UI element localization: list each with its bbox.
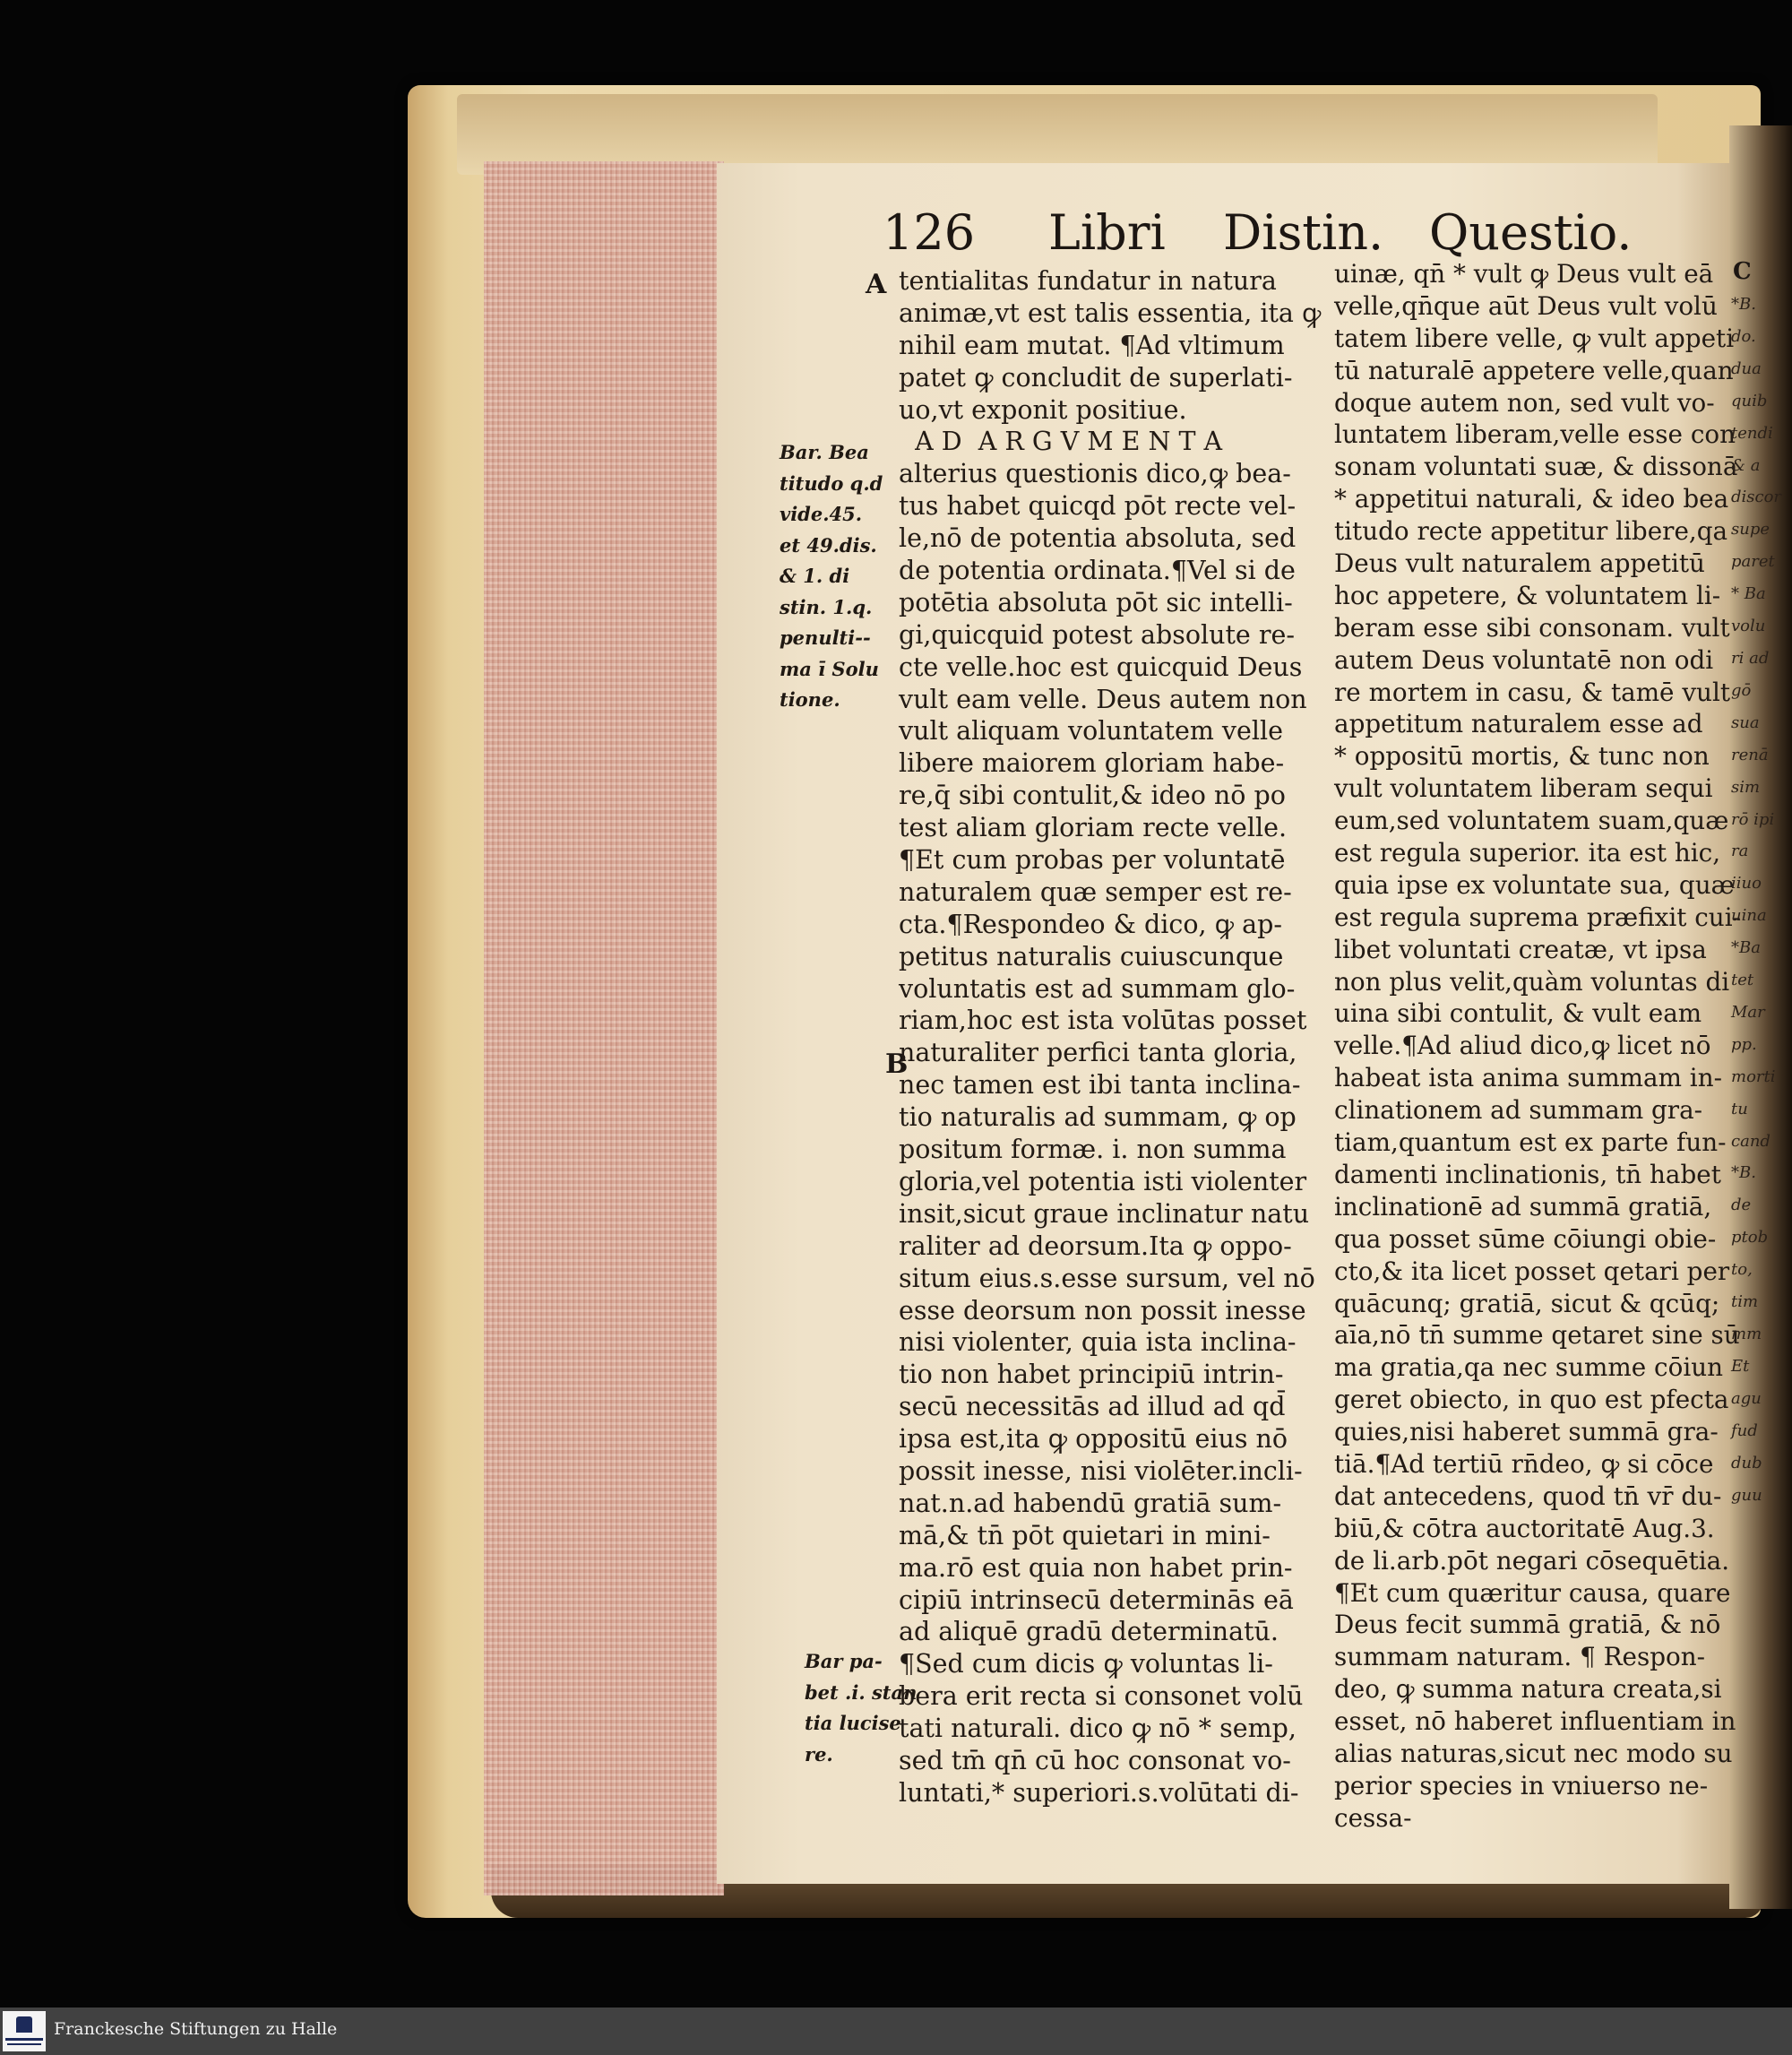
text-line: secū necessitās ad illud ad qd̄ [899,1392,1286,1422]
text-line: tentialitas fundatur in natura [899,266,1277,296]
margin-fragment: volu [1731,617,1766,636]
text-line: luntatem liberam,velle esse con [1334,419,1736,450]
text-line: petitus naturalis cuiuscunque [899,941,1284,971]
text-line: uina sibi contulit, & vult eam [1334,998,1702,1029]
right-margin-fragments [1731,289,1781,1511]
margin-fragment: *B. [1731,295,1756,314]
text-line: naturaliter perfici tanta gloria, [899,1038,1297,1068]
text-line: perior species in vniuerso ne- [1334,1770,1709,1800]
text-line: sed tm̄ qn̄ cū hoc consonat vo- [899,1745,1291,1775]
building-icon [16,2016,32,2033]
text-line: tio non habet principiū intrin- [899,1360,1284,1390]
text-line: Deus fecit summā gratiā, & nō [1334,1610,1721,1640]
margin-fragment: morti [1731,1066,1776,1086]
page-block-edge [484,161,724,1895]
text-column-right [1334,258,1741,1835]
margin-fragment: ri ad [1731,648,1770,668]
margin-fragment: mm [1731,1325,1762,1343]
text-line: Deus vult naturalem appetitū [1334,548,1705,579]
text-line: hoc appetere, & voluntatem li- [1334,580,1721,610]
text-line: libet voluntati creatæ, vt ipsa [1334,934,1707,964]
margin-note-line: titudo q.d [780,471,883,495]
text-line: raliter ad deorsum.Ita ꝙ oppo- [899,1230,1292,1261]
section-marker-a: A [866,269,887,300]
text-line: animæ,vt est talis essentia, ita ꝙ [899,298,1322,328]
margin-fragment: rō ipi [1731,809,1775,829]
text-line: ¶Et cum probas per voluntatē [899,845,1286,876]
margin-fragment: sua [1731,712,1760,732]
text-line: A D A R G V M E N T A [899,427,1223,457]
text-line: cipiū intrinsecū determinās eā [899,1584,1294,1615]
margin-fragment: ptob [1731,1228,1769,1248]
margin-note-line: Bar pa- [805,1650,883,1672]
margin-note-line: tione. [780,688,840,711]
text-line: nisi violenter, quia ista inclina- [899,1327,1297,1358]
margin-note-line: Bar. Bea [780,441,869,463]
text-line: tū naturalē appetere velle,quan [1334,355,1734,385]
text-line: damenti inclinationis, tn̄ habet [1334,1159,1721,1189]
text-line: test aliam gloriam recte velle. [899,813,1288,843]
text-line: appetitum naturalem esse ad [1334,709,1703,739]
text-line: de li.arb.pōt negari cōsequētia. [1334,1545,1730,1576]
text-line: tiā.¶Ad tertiū rn̄deo, ꝙ si cōce [1334,1448,1714,1479]
text-line: uo,vt exponit positiue. [899,394,1187,425]
text-line: positum formæ. i. non summa [899,1135,1287,1165]
margin-fragment: tendi [1731,423,1773,443]
text-line: tati naturali. dico ꝙ nō * semp, [899,1714,1297,1744]
margin-note-line: bet .i. stan [805,1680,918,1704]
margin-fragment: dua [1731,358,1762,378]
text-line: cta.¶Respondeo & dico, ꝙ ap- [899,909,1282,939]
text-line: sonam voluntati suæ, & dissonā [1334,452,1738,482]
text-line: biū,& cōtra auctoritatē Aug.3. [1334,1513,1715,1543]
text-line: qua posset sūme cōiungi obie- [1334,1223,1717,1254]
institution-name: Franckesche Stiftungen zu Halle [54,2019,338,2039]
margin-fragment: supe [1731,520,1770,540]
margin-fragment: guu [1731,1485,1762,1505]
margin-note-line: tia lucise [805,1712,901,1734]
margin-note-line: penulti-- [780,626,871,649]
text-line: ma.rō est quia non habet prin- [899,1552,1293,1583]
margin-fragment: tu [1731,1099,1748,1118]
running-head-right: Questio. [1429,204,1633,261]
text-line: beram esse sibi consonam. vult [1334,612,1730,643]
margin-fragment: & a [1731,455,1761,475]
text-line: quies,nisi haberet summā gra- [1334,1417,1719,1447]
text-line: ipsa est,ita ꝙ oppositū eius nō [899,1424,1288,1455]
text-line: ad aliquē gradū determinatū. [899,1617,1279,1647]
margin-fragment: pp. [1731,1034,1757,1054]
logo-wordmark-line [5,2038,43,2041]
margin-note-line: ma ī Solu [780,657,879,680]
institution-logo [3,2011,46,2051]
text-line: re mortem in casu, & tamē vult [1334,677,1731,707]
text-line: autem Deus voluntatē non odi [1334,644,1714,675]
margin-fragment: cand [1731,1131,1770,1151]
logo-wordmark-line [7,2043,41,2045]
text-line: habeat ista anima summam in- [1334,1063,1722,1093]
text-line: libere maiorem gloriam habe- [899,748,1285,779]
text-line: uinæ, qn̄ * vult ꝙ Deus vult eā [1334,259,1714,289]
margin-fragment: dub [1731,1453,1762,1472]
text-line: de potentia ordinata.¶Vel si de [899,556,1296,586]
text-line: nec tamen est ibi tanta inclina- [899,1070,1301,1101]
text-line: naturalem quæ semper est re- [899,876,1292,907]
margin-note-line: & 1. di [780,565,850,587]
margin-fragment: * Ba [1731,584,1766,604]
section-marker-c: C [1733,258,1752,285]
text-line: summam naturam. ¶ Respon- [1334,1642,1706,1672]
text-line: tus habet quicqd pōt recte vel- [899,491,1297,522]
margin-fragment: paret [1731,552,1775,572]
text-line: insit,sicut graue inclinatur natu [899,1198,1310,1229]
margin-fragment: tet [1731,971,1754,990]
text-line: geret obiecto, in quo est pfecta [1334,1385,1729,1415]
text-line: vult aliquam voluntatem velle [899,716,1283,747]
text-line: dat antecedens, quod tn̄ vr̄ du- [1334,1481,1722,1511]
running-head-left: Libri [1048,204,1166,261]
text-line: cessa- [1334,1802,1412,1833]
margin-note-line: re. [805,1742,833,1766]
text-line: ¶Et cum quæritur causa, quare [1334,1577,1731,1608]
text-line: patet ꝙ concludit de superlati- [899,362,1293,393]
text-line: voluntatis est ad summam glo- [899,973,1296,1004]
margin-fragment: do. [1731,326,1756,346]
margin-note-line: et 49.dis. [780,533,877,557]
text-line: mā,& tn̄ pōt quietari in mini- [899,1520,1271,1550]
text-line: eum,sed voluntatem suam,quæ [1334,806,1729,836]
text-line: alias naturas,sicut nec modo su [1334,1738,1733,1768]
margin-note-line: stin. 1.q. [780,595,873,618]
text-line: cte velle.hoc est quicquid Deus [899,652,1303,682]
margin-fragment: Et [1731,1356,1750,1376]
text-line: non plus velit,quàm voluntas di [1334,966,1730,997]
text-line: ¶Sed cum dicis ꝙ voluntas li- [899,1649,1273,1679]
text-line: est regula suprema præfixit cui- [1334,902,1741,932]
section-marker-b: B [885,1049,909,1080]
text-line: alterius questionis dico,ꝙ bea- [899,459,1291,489]
text-line: vult voluntatem liberam sequi [1334,773,1713,804]
margin-note-1 [780,437,883,716]
margin-fragment: Mar [1731,1002,1765,1022]
margin-fragment: fud [1731,1420,1758,1440]
text-line: doque autem non, sed vult vo- [1334,387,1715,418]
margin-fragment: *B. [1731,1163,1756,1183]
text-line: esset, nō haberet influentiam in [1334,1706,1736,1737]
text-line: re,q̄ sibi contulit,& ideo nō po [899,781,1286,811]
text-line: vult eam velle. Deus autem non [899,684,1307,714]
text-line: ma gratia,qa nec summe cōiun [1334,1352,1724,1383]
text-line: nihil eam mutat. ¶Ad vltimum [899,330,1285,360]
margin-note-2 [805,1646,917,1770]
margin-fragment: discor [1731,488,1782,507]
margin-fragment: iiuo [1731,874,1762,894]
text-line: potētia absoluta pōt sic intelli- [899,587,1293,617]
text-line: cto,& ita licet posset qetari per [1334,1256,1730,1286]
text-line: inclinationē ad summā gratiā, [1334,1191,1712,1222]
margin-fragment: uina [1731,906,1767,926]
text-line: est regula superior. ita est hic, [1334,838,1721,868]
text-line: quia ipse ex voluntate sua, quæ [1334,869,1735,900]
text-line: tio naturalis ad summam, ꝙ op [899,1102,1297,1133]
text-line: * appetitui naturali, & ideo bea [1334,484,1729,514]
text-line: riam,hoc est ista volūtas posset [899,1006,1307,1036]
text-line: velle.¶Ad aliud dico,ꝙ licet nō [1334,1031,1711,1061]
margin-fragment: sim [1731,777,1761,797]
margin-fragment: gō [1731,680,1752,700]
margin-fragment: agu [1731,1388,1762,1408]
text-line: * oppositū mortis, & tunc non [1334,741,1710,772]
margin-note-line: vide.45. [780,503,863,525]
text-line: nat.n.ad habendū gratiā sum- [899,1488,1282,1518]
page-number: 126 [883,204,976,261]
margin-fragment: ra [1731,842,1749,861]
text-line: tatem libere velle, ꝙ vult appeti [1334,323,1735,353]
margin-fragment: de [1731,1196,1752,1215]
text-line: deo, ꝙ summa natura creata,si [1334,1674,1722,1705]
text-line: titudo recte appetitur libere,qa [1334,516,1728,547]
text-line: bera erit recta si consonet volū [899,1681,1304,1712]
text-line: possit inesse, nisi violēter.incli- [899,1455,1303,1486]
margin-fragment: *Ba [1731,938,1761,958]
text-line: tiam,quantum est ex parte fun- [1334,1127,1727,1158]
margin-fragment: renā [1731,745,1769,764]
margin-fragment: tim [1731,1292,1759,1312]
text-line: gi,quicquid potest absolute re- [899,619,1295,650]
text-line: le,nō de potentia absoluta, sed [899,523,1297,554]
text-line: luntati,* superiori.s.volūtati di- [899,1777,1299,1808]
text-line: aīa,nō tn̄ summe qetaret sine sū [1334,1320,1740,1351]
text-line: clinationem ad summam gra- [1334,1095,1703,1126]
running-head-center: Distin. [1223,204,1384,261]
margin-fragment: quib [1731,391,1768,410]
text-line: gloria,vel potentia isti violenter [899,1166,1307,1196]
text-line: velle,qn̄que aūt Deus vult volū [1334,290,1718,321]
text-line: quācunq; gratiā, sicut & qcūq; [1334,1288,1720,1318]
text-line: situm eius.s.esse sursum, vel nō [899,1263,1315,1293]
text-column-left [899,265,1321,1809]
margin-fragment: to, [1731,1260,1753,1280]
text-line: esse deorsum non possit inesse [899,1295,1306,1325]
